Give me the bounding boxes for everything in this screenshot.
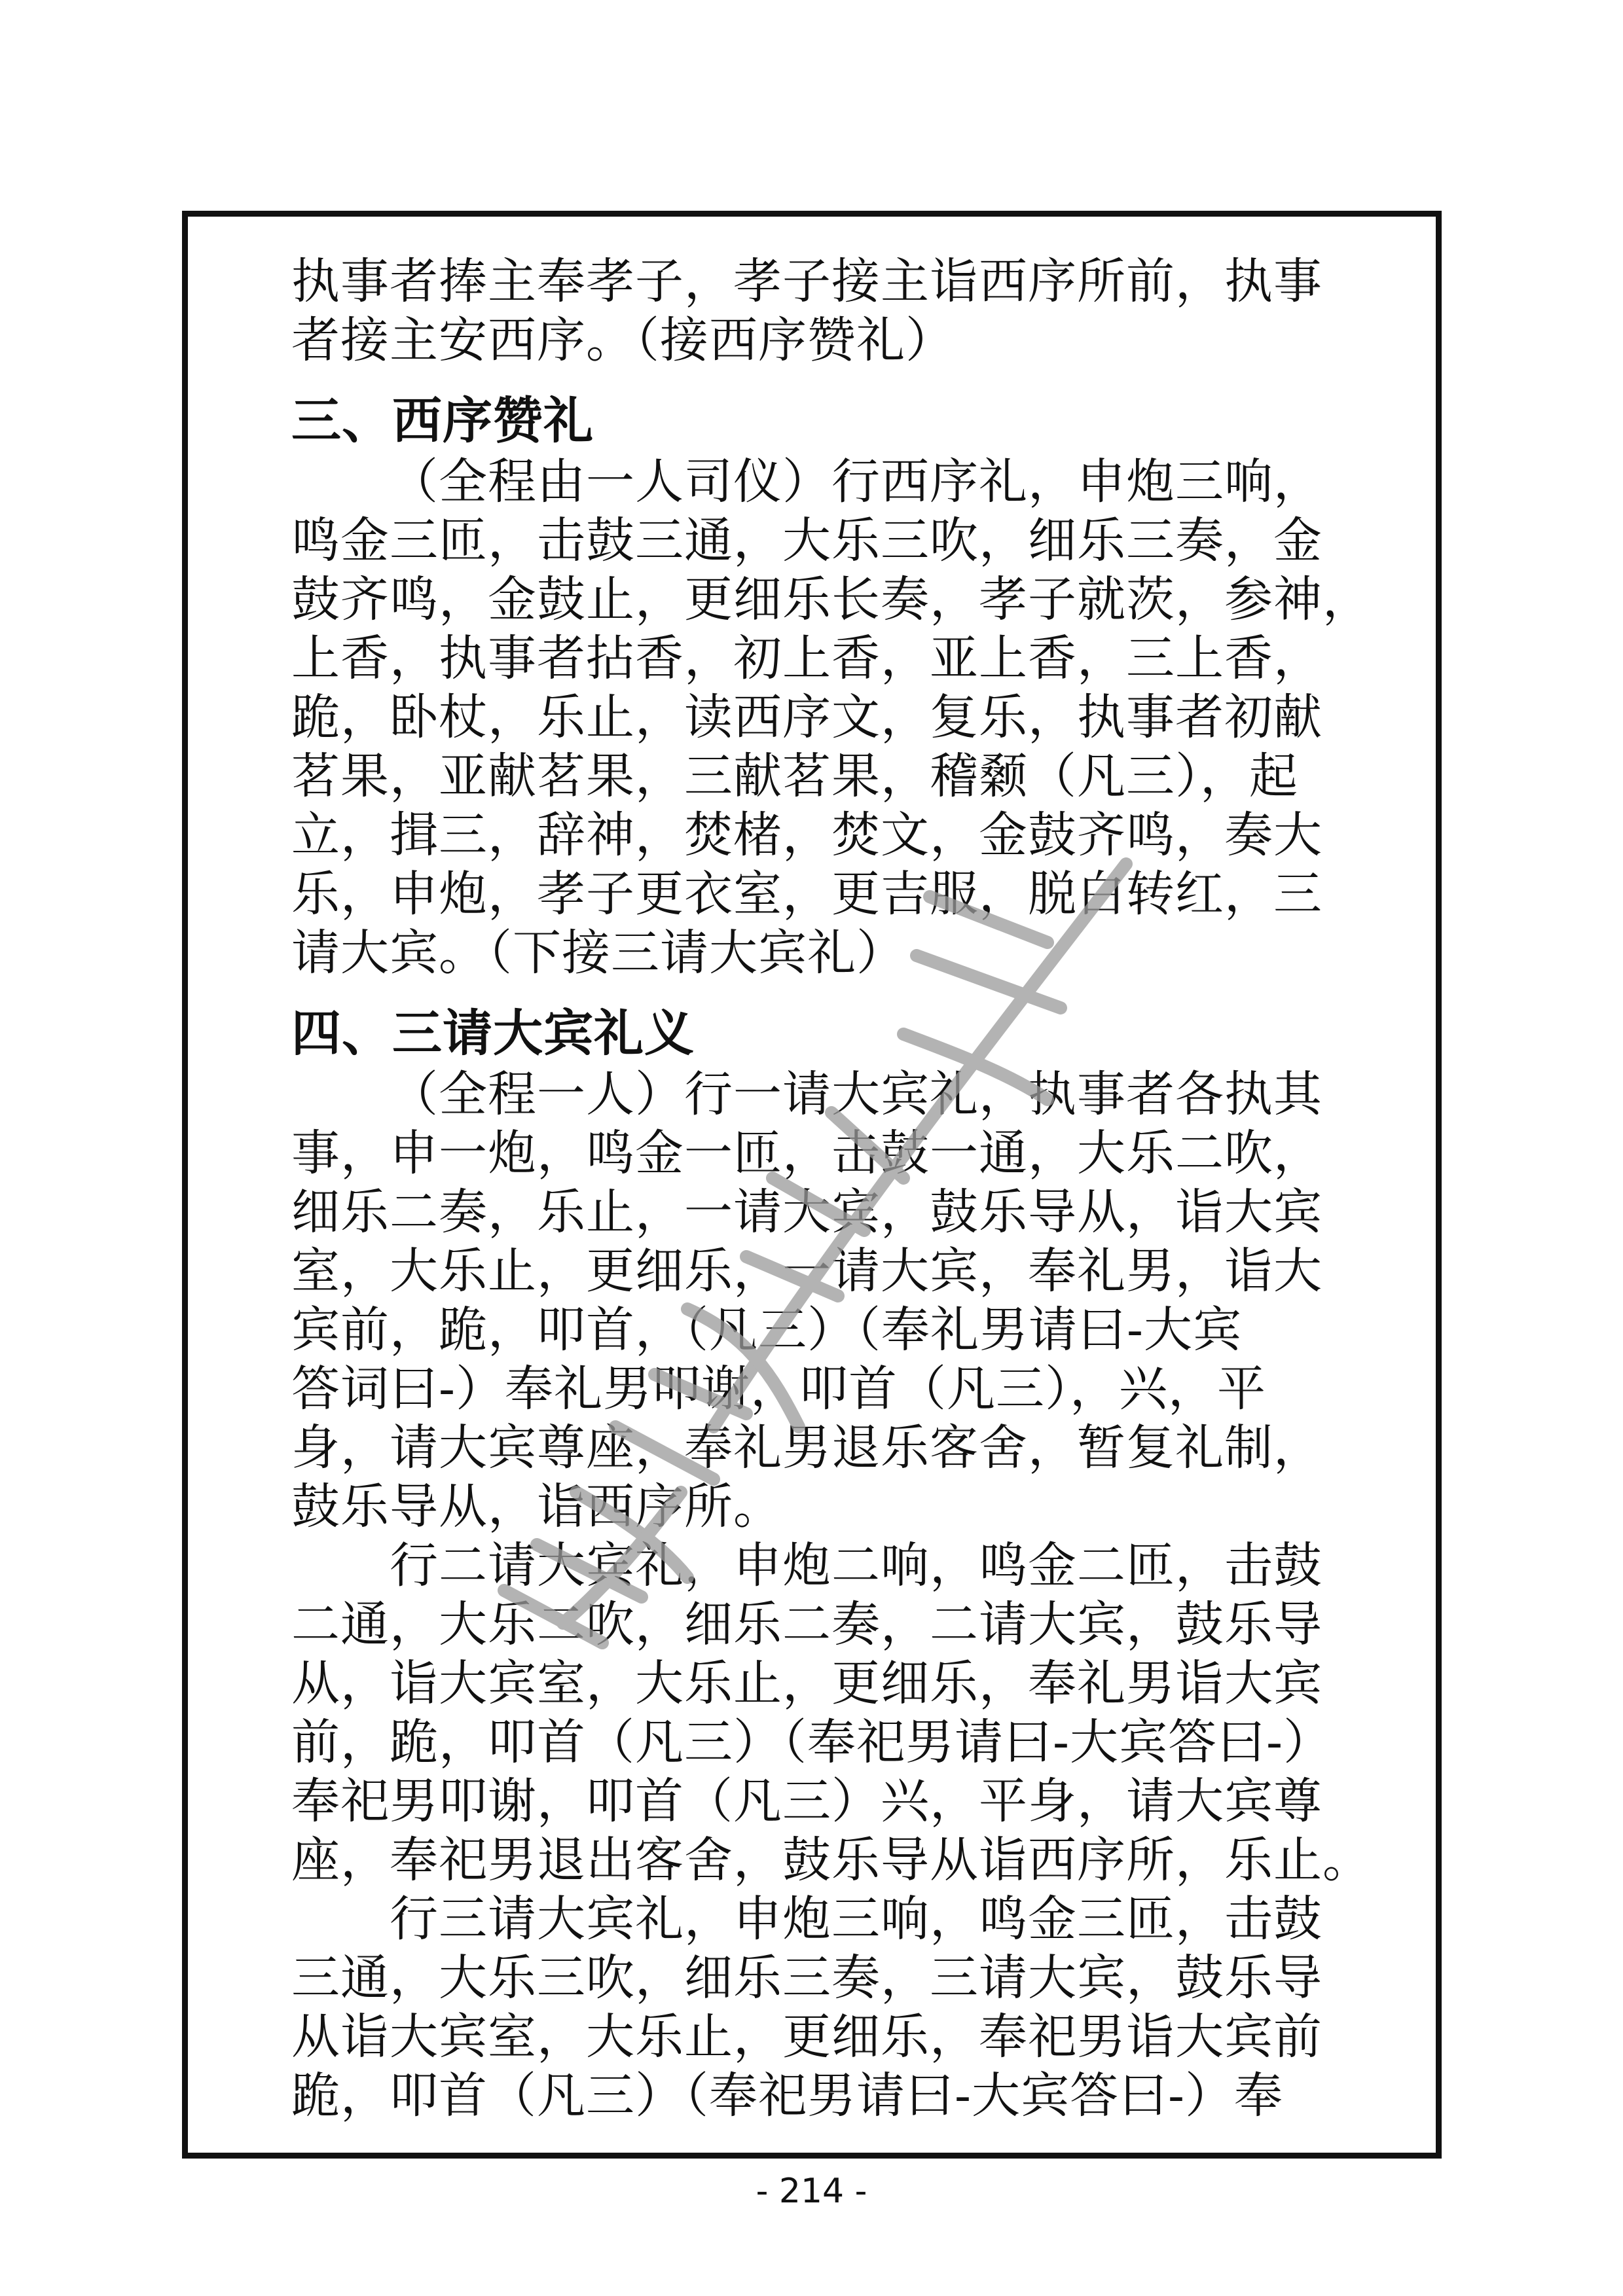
- text-line: 身，请大宾尊座，奉礼男退乐客舍，暂复礼制，: [291, 1420, 1322, 1476]
- section-4-paragraph: [291, 1065, 1372, 2125]
- text-line: 行二请大宾礼，申炮二响，鸣金二匝，击鼓: [390, 1537, 1322, 1594]
- text-line: 奉祀男叩谢，叩首（凡三）兴，平身，请大宾尊: [291, 1773, 1322, 1829]
- page-number: - 214 -: [756, 2172, 867, 2211]
- section-heading-4: 四、三请大宾礼义: [291, 1004, 695, 1062]
- text-line: 宾前，跪，叩首，（凡三）（奉礼男请曰-大宾: [291, 1302, 1243, 1358]
- text-line: 细乐二奏，乐止，一请大宾，鼓乐导从，诣大宾: [291, 1184, 1322, 1240]
- text-line: 答词曰-）奉礼男叩谢，叩首（凡三），兴，平: [291, 1361, 1267, 1417]
- text-line: （全程一人）行一请大宾礼，执事者各执其: [390, 1066, 1322, 1122]
- text-line: 鼓齐鸣，金鼓止，更细乐长奏，孝子就茨，参神，: [291, 571, 1372, 628]
- text-line: 前，跪，叩首（凡三）（奉祀男请曰-大宾答曰-）: [291, 1714, 1333, 1770]
- text-line: 行三请大宾礼，申炮三响，鸣金三匝，击鼓: [390, 1891, 1322, 1947]
- text-line: 从诣大宾室，大乐止，更细乐，奉祀男诣大宾前: [291, 2009, 1322, 2065]
- section-heading-3: 三、西序赞礼: [291, 391, 594, 450]
- text-line: 者接主安西序。（接西序赞礼）: [291, 312, 955, 368]
- text-line: 从，诣大宾室，大乐止，更细乐，奉礼男诣大宾: [291, 1655, 1322, 1712]
- text-line: 室，大乐止，更细乐，一请大宾，奉礼男，诣大: [291, 1243, 1322, 1299]
- text-line: 鼓乐导从，诣西序所。: [291, 1479, 782, 1535]
- section-3-paragraph: [291, 452, 1372, 982]
- text-line: 茗果，亚献茗果，三献茗果，稽颡（凡三），起: [291, 748, 1298, 804]
- text-line: 鸣金三匝，击鼓三通，大乐三吹，细乐三奏，金: [291, 512, 1322, 569]
- text-line: 跪，叩首（凡三）（奉祀男请曰-大宾答曰-）奉: [291, 2068, 1284, 2124]
- text-line: 立，揖三，辞神，焚楮，焚文，金鼓齐鸣，奏大: [291, 807, 1322, 863]
- text-line: 事，申一炮，鸣金一匝，击鼓一通，大乐二吹，: [291, 1125, 1322, 1181]
- intro-paragraph: [291, 252, 1332, 370]
- text-line: 二通，大乐二吹，细乐二奏，二请大宾，鼓乐导: [291, 1596, 1322, 1653]
- text-line: 座，奉祀男退出客舍，鼓乐导从诣西序所，乐止。: [291, 1832, 1372, 1888]
- text-line: 上香，执事者拈香，初上香，亚上香，三上香，: [291, 630, 1322, 687]
- text-line: 请大宾。（下接三请大宾礼）: [291, 925, 905, 981]
- document-body: [291, 252, 1372, 2125]
- text-line: 乐，申炮，孝子更衣室，更吉服，脱白转红，三: [291, 866, 1322, 922]
- text-line: （全程由一人司仪）行西序礼，申炮三响，: [390, 454, 1322, 510]
- text-line: 执事者捧主奉孝子，孝子接主诣西序所前，执事: [291, 253, 1322, 310]
- text-line: 三通，大乐三吹，细乐三奏，三请大宾，鼓乐导: [291, 1950, 1322, 2006]
- text-line: 跪，卧杖，乐止，读西序文，复乐，执事者初献: [291, 689, 1322, 745]
